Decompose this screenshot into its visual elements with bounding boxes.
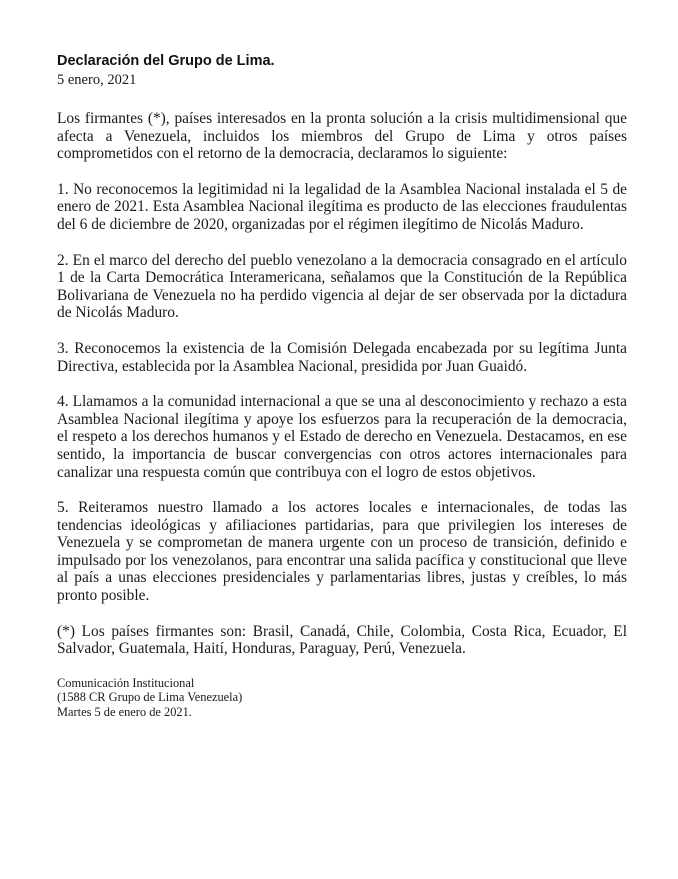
point-5-paragraph: 5. Reiteramos nuestro llamado a los actores locales e internacionales, de todas las tendencias ideológicas y afiliaciones partidarias, para que privilegien los intereses de Venezuela y se comprometan de manera urgente con un proceso de transición, definido e impulsado por los venezolanos, para encontrar una salida pacífica y constitucional que lleve al país a unas elecciones presidenciales y parlamentarias libres, justas y creíbles, lo más pronto posible. [57,499,627,605]
document-footer [57,676,627,720]
point-3-paragraph: 3. Reconocemos la existencia de la Comisión Delegada encabezada por su legítima Junta Directiva, establecida por la Asamblea Nacional, presidida por Juan Guaidó. [57,339,627,375]
point-4-paragraph: 4. Llamamos a la comunidad internacional a que se una al desconocimiento y rechazo a esta Asamblea Nacional ilegítima y apoye los esfuerzos para la recuperación de la democracia, el respeto a los derechos humanos y el Estado de derecho en Venezuela. Destacamos, en ese sentido, la importancia de buscar convergencias con otros actores internacionales para canalizar una respuesta común que contribuya con el logro de estos objetivos. [57,393,627,481]
document-title: Declaración del Grupo de Lima. [57,53,275,69]
point-2-paragraph: 2. En el marco del derecho del pueblo venezolano a la democracia consagrado en el artículo 1 de la Carta Democrática Interamericana, señalamos que la Constitución de la República Bolivariana de Venezuela no ha perdido vigencia al dejar de ser observada por la dictadura de Nicolás Maduro. [57,251,627,322]
signatories-note: (*) Los países firmantes son: Brasil, Canadá, Chile, Colombia, Costa Rica, Ecuador, El Salvador, Guatemala, Haití, Honduras, Paraguay, Perú, Venezuela. [57,622,627,658]
document-body [57,52,627,720]
point-1-paragraph: 1. No reconocemos la legitimidad ni la legalidad de la Asamblea Nacional instalada el 5 de enero de 2021. Esta Asamblea Nacional ilegítima es producto de las elecciones fraudulentas del 6 de diciembre de 2020, organizadas por el régimen ilegítimo de Nicolás Maduro. [57,180,627,233]
footer-office: Comunicación Institucional [57,675,195,690]
document-date: 5 enero, 2021 [57,72,137,88]
footer-date: Martes 5 de enero de 2021. [57,705,192,720]
footer-reference: (1588 CR Grupo de Lima Venezuela) [57,690,243,705]
intro-paragraph: Los firmantes (*), países interesados en la pronta solución a la crisis multidimensional que afecta a Venezuela, incluidos los miembros del Grupo de Lima y otros países comprometidos con el retorno de la democracia, declaramos lo siguiente: [57,110,627,163]
